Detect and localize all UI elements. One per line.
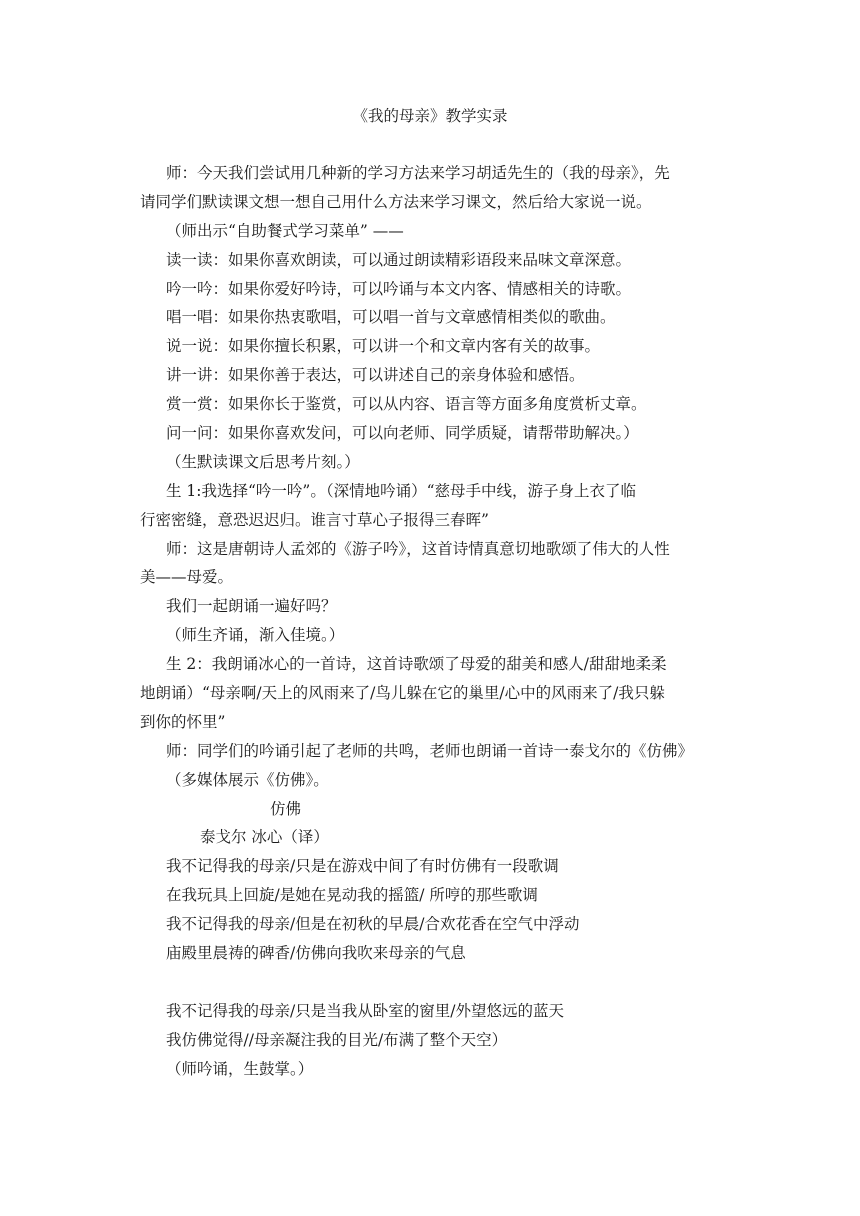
menu-item-line: 说一说：如果你擅长积累，可以讲一个和文章内客有关的故事。 — [166, 337, 601, 356]
menu-item-line: 赏一赏：如果你长于鉴赏，可以从内容、语言等方面多角度赏析丈章。 — [166, 395, 647, 414]
menu-item-line: 读一读：如果你喜欢朗读，可以通过朗读精彩语段来品味文章深意。 — [166, 250, 632, 269]
poem-line: 我不记得我的母亲/但是在初秋的早晨/合欢花香在空气中浮动 — [166, 915, 580, 934]
paragraph-line: 生 1:我选择“吟一吟”。（深情地吟诵）“慈母手中线，游子身上衣了临 — [166, 481, 637, 500]
paragraph-line: 到你的怀里” — [140, 712, 226, 731]
paragraph-line: （师吟诵，生鼓掌。） — [166, 1059, 314, 1078]
paragraph-line: 我们一起朗诵一遍好吗？ — [166, 597, 337, 616]
poem-title: 仿佛 — [270, 799, 302, 818]
document-title: 《我的母亲》教学实录 — [352, 107, 508, 125]
poem-line: 在我玩具上回旋/是她在晃动我的摇篮/ 所哼的那些歌调 — [166, 886, 538, 905]
paragraph-line: （师生齐诵，渐入佳境。） — [166, 626, 345, 645]
paragraph-line: 请同学们默读课文想一想自己用什么方法来学习课文，然后给大家说一说。 — [140, 192, 652, 211]
paragraph-line: （生默读课文后思考片刻。） — [166, 452, 360, 471]
paragraph-line: （师出示“自助餐式学习菜单” —— — [166, 221, 404, 240]
paragraph-line: 行密密缝，意恐迟迟归。谁言寸草心子报得三春晖” — [140, 510, 489, 529]
poem-author: 泰戈尔 冰心（译） — [200, 828, 329, 847]
paragraph-line: 师：今天我们尝试用几种新的学习方法来学习胡适先生的（我的母亲》，先 — [166, 164, 670, 182]
paragraph-line: 生 2：我朗诵冰心的一首诗，这首诗歌颂了母爱的甜美和感人/甜甜地柔柔 — [166, 655, 667, 674]
paragraph-line: 美——母爱。 — [140, 568, 234, 587]
menu-item-line: 讲一讲：如果你善于表达，可以讲述自己的亲身体验和感悟。 — [166, 366, 585, 385]
poem-line: 我不记得我的母亲/只是当我从卧室的窗里/外望悠远的蓝天 — [166, 1001, 564, 1020]
document-body — [140, 159, 740, 1084]
menu-item-line: 吟一吟：如果你爱好吟诗，可以吟诵与本文内客、情感相关的诗歌。 — [166, 279, 632, 298]
menu-item-line: 问一问：如果你喜欢发问，可以向老师、同学质疑，请帮带助解决。） — [166, 424, 639, 443]
paragraph-line: 地朗诵）“母亲啊/天上的风雨来了/鸟儿躲在它的巢里/心中的风雨来了/我只躲 — [140, 684, 665, 703]
poem-line: 庙殿里晨祷的碑香/仿佛向我吹来母亲的气息 — [166, 944, 466, 963]
paragraph-line: 师：这是唐朝诗人孟郊的《游子吟》，这首诗情真意切地歌颂了伟大的人性 — [166, 539, 670, 558]
paragraph-line: （多媒体展示《仿佛》。 — [166, 770, 329, 789]
paragraph-line: 师：同学们的吟诵引起了老师的共鸣，老师也朗诵一首诗一泰戈尔的《仿佛》 — [166, 741, 694, 760]
poem-line: 我不记得我的母亲/只是在游戏中间了有时仿佛有一段歌调 — [166, 857, 559, 876]
blank-line — [140, 968, 740, 997]
menu-item-line: 唱一唱：如果你热衷歌唱，可以唱一首与文章感情相类似的歌曲。 — [166, 308, 616, 327]
poem-line: 我仿佛觉得//母亲凝注我的目光/布满了整个天空） — [166, 1030, 508, 1049]
